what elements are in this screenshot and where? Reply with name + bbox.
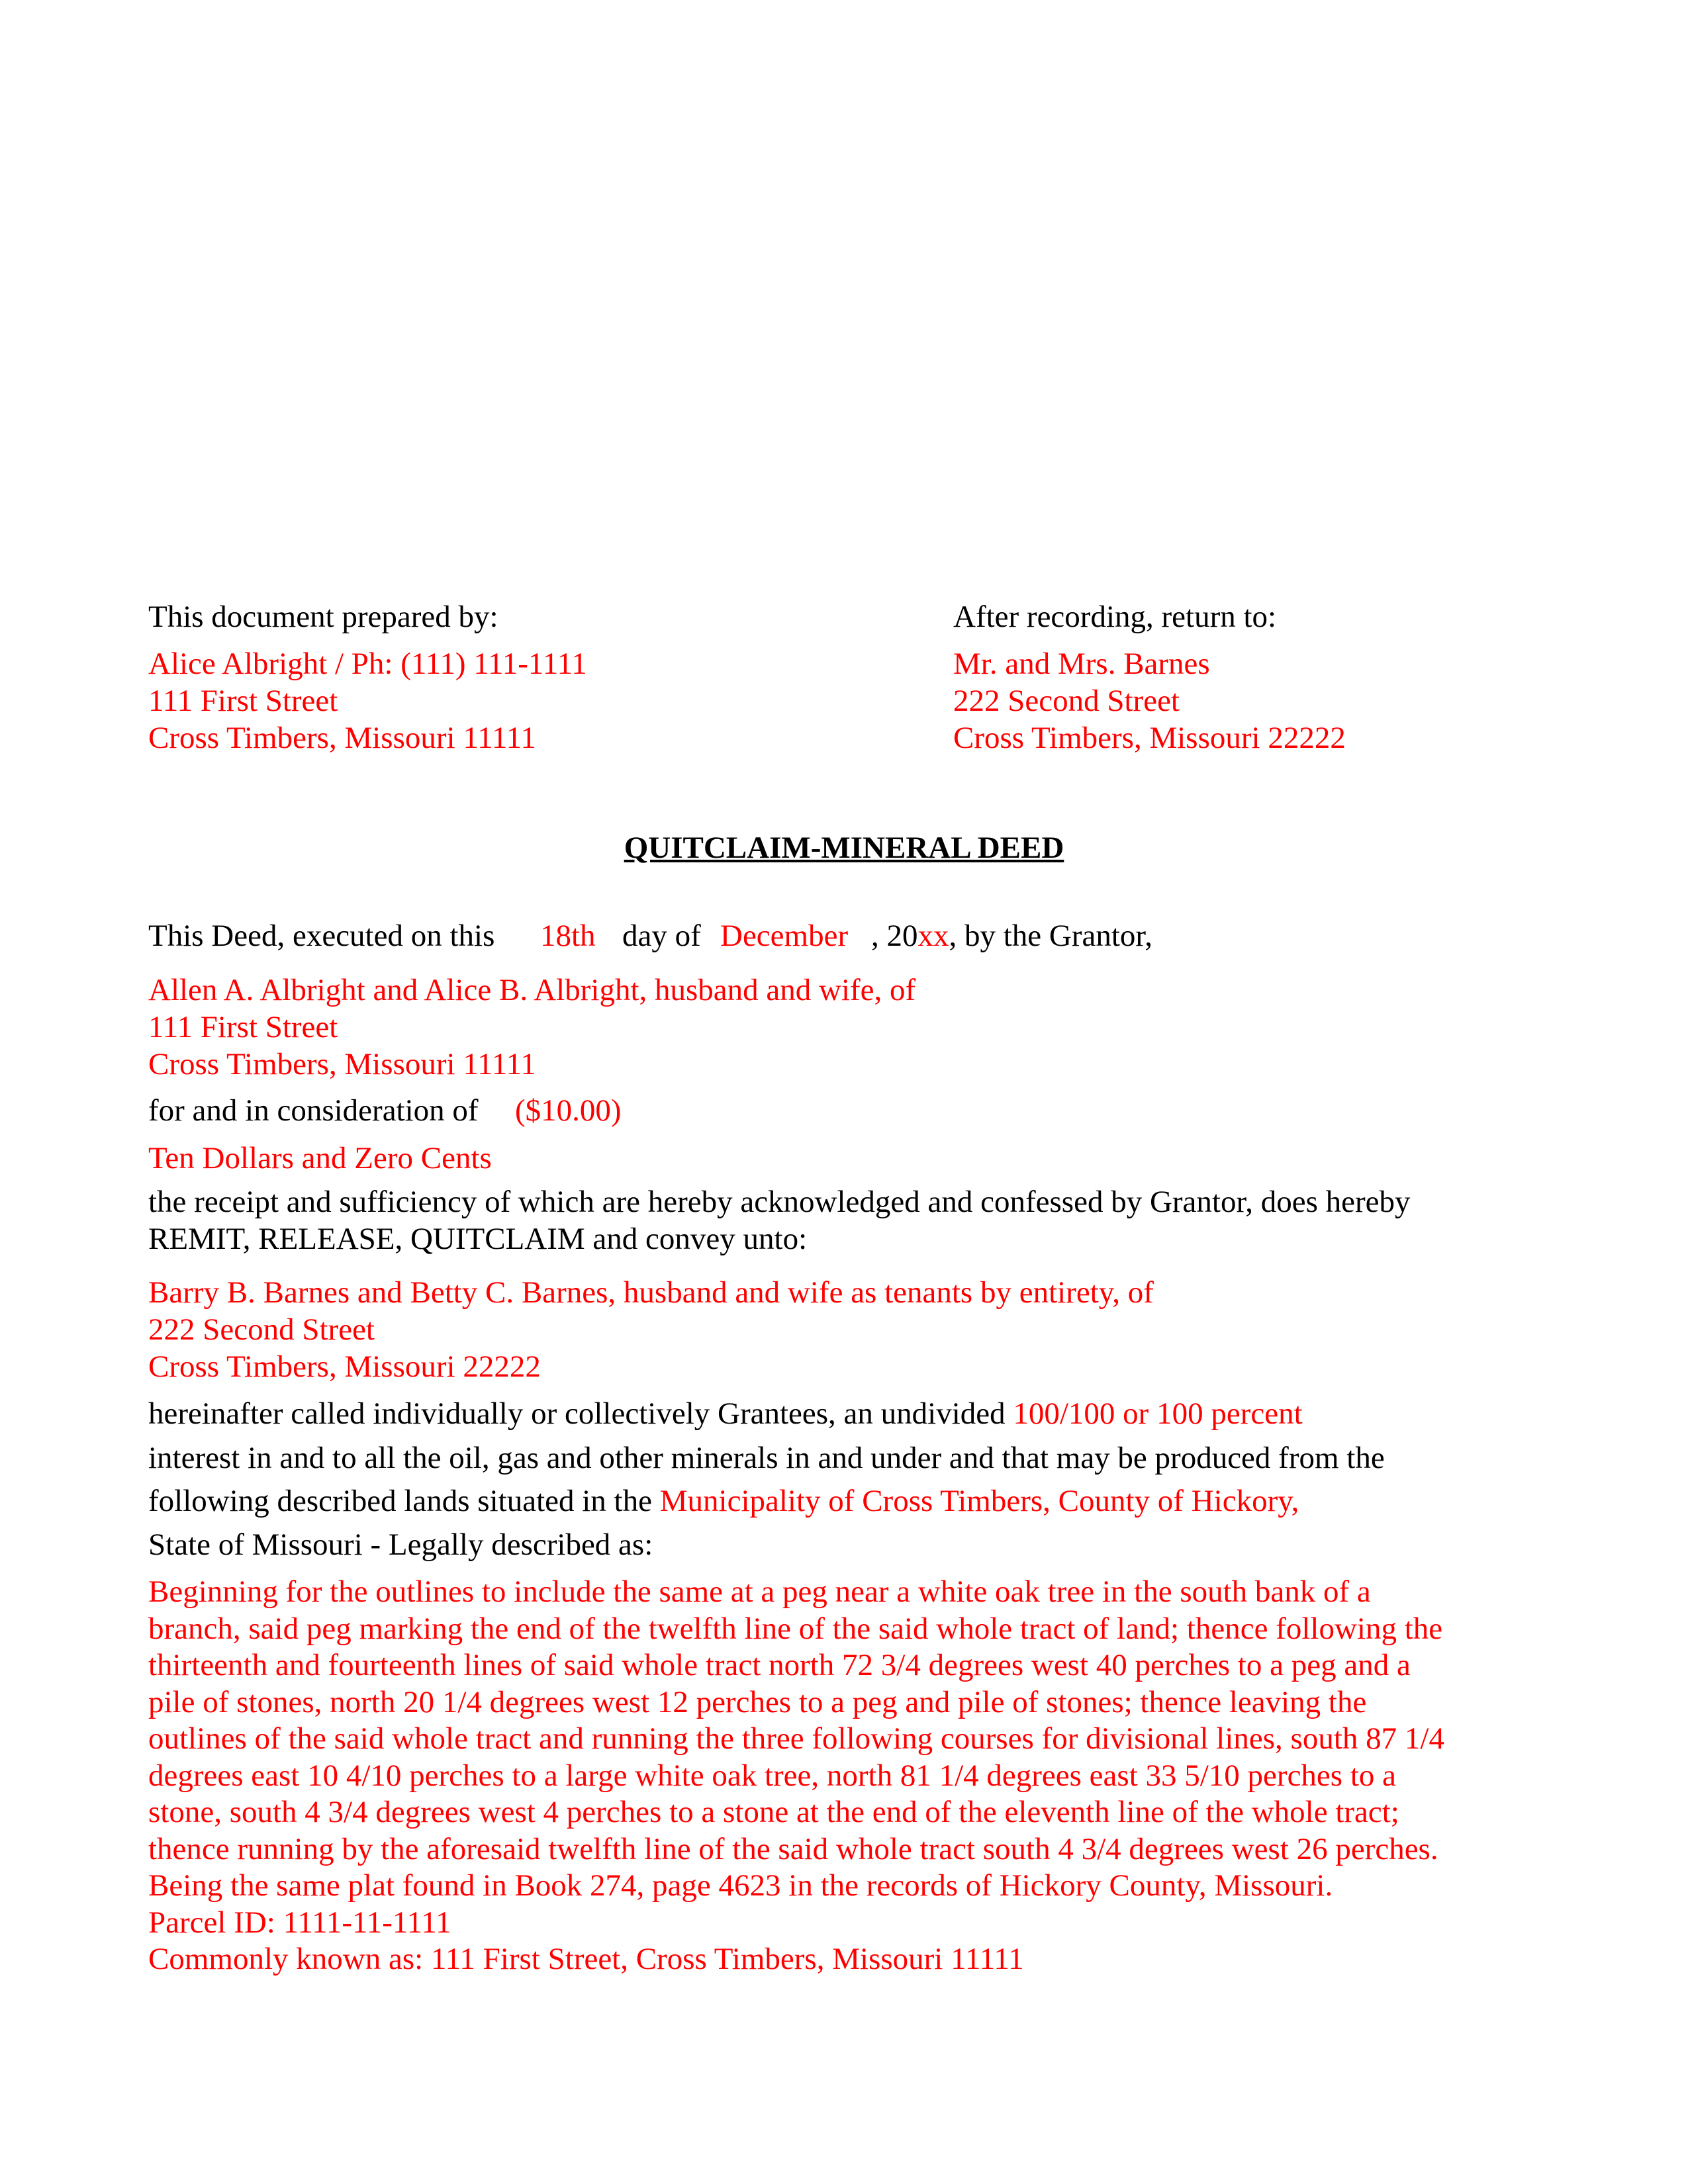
- grantee-line: Barry B. Barnes and Betty C. Barnes, husband and wife as tenants by entirety, of: [148, 1275, 1154, 1310]
- legal-line: stone, south 4 3/4 degrees west 4 perches to a stone at the end of the eleventh line of the whole tract;: [148, 1795, 1399, 1829]
- execution-month: December: [720, 919, 849, 953]
- commonly-known-as: Commonly known as: 111 First Street, Cross Timbers, Missouri 11111: [148, 1942, 1024, 1976]
- parcel-id: Parcel ID: 1111-11-1111: [148, 1905, 451, 1940]
- interest-line3-prefix: following described lands situated in the: [148, 1484, 652, 1518]
- legal-line: degrees east 10 4/10 perches to a large white oak tree, north 81 1/4 degrees east 33 5/10 perches to a: [148, 1758, 1397, 1793]
- return-to-block: [953, 645, 1346, 756]
- grantee-block: [148, 1274, 1154, 1385]
- grantor-block: [148, 972, 915, 1083]
- legal-line: thirteenth and fourteenth lines of said whole tract north 72 3/4 degrees west 40 perches to a peg and a: [148, 1648, 1411, 1682]
- return-to-line: 222 Second Street: [953, 684, 1180, 718]
- interest-line1-prefix: hereinafter called individually or collectively Grantees, an undivided: [148, 1396, 1006, 1431]
- return-to-line: Cross Timbers, Missouri 22222: [953, 721, 1346, 755]
- legal-line: Beginning for the outlines to include the same at a peg near a white oak tree in the south bank of a: [148, 1574, 1371, 1609]
- execution-prefix: This Deed, executed on this: [148, 919, 495, 953]
- receipt-block: [148, 1183, 1411, 1257]
- prepared-by-line: 111 First Street: [148, 684, 338, 718]
- grantor-line: Allen A. Albright and Alice B. Albright, husband and wife, of: [148, 973, 916, 1007]
- consideration-amount: ($10.00): [515, 1093, 622, 1128]
- consideration-amount-words: Ten Dollars and Zero Cents: [148, 1141, 492, 1175]
- interest-percent: 100/100 or 100 percent: [1013, 1396, 1303, 1431]
- execution-day-of: day of: [622, 919, 701, 953]
- legal-line: branch, said peg marking the end of the twelfth line of the said whole tract of land; thence following the: [148, 1611, 1443, 1646]
- execution-year-prefix: , 20: [871, 919, 918, 953]
- grantee-line: 222 Second Street: [148, 1312, 375, 1347]
- return-to-label: After recording, return to:: [953, 600, 1277, 634]
- grantee-line: Cross Timbers, Missouri 22222: [148, 1349, 541, 1384]
- prepared-by-label: This document prepared by:: [148, 600, 498, 634]
- prepared-by-block: [148, 645, 587, 756]
- legal-description: [148, 1574, 1538, 1978]
- legal-line: pile of stones, north 20 1/4 degrees west 12 perches to a peg and pile of stones; thence leaving the: [148, 1684, 1367, 1719]
- interest-location: Municipality of Cross Timbers, County of Hickory,: [659, 1484, 1299, 1518]
- deed-title: QUITCLAIM-MINERAL DEED: [624, 831, 1064, 865]
- execution-year-suffix: xx: [917, 919, 949, 953]
- interest-line2: interest in and to all the oil, gas and other minerals in and under and that may be produced from the: [148, 1441, 1385, 1475]
- execution-by-grantor: , by the Grantor,: [949, 919, 1152, 953]
- consideration-prefix: for and in consideration of: [148, 1093, 479, 1128]
- return-to-line: Mr. and Mrs. Barnes: [953, 647, 1210, 681]
- legal-line: outlines of the said whole tract and running the three following courses for divisional lines, south 87 1/4: [148, 1721, 1444, 1756]
- legal-line: thence running by the aforesaid twelfth line of the said whole tract south 4 3/4 degrees west 26 perches.: [148, 1831, 1438, 1866]
- prepared-by-line: Alice Albright / Ph: (111) 111-1111: [148, 647, 587, 681]
- prepared-by-line: Cross Timbers, Missouri 11111: [148, 721, 536, 755]
- grantor-line: 111 First Street: [148, 1010, 338, 1044]
- receipt-line: REMIT, RELEASE, QUITCLAIM and convey unto:: [148, 1222, 808, 1256]
- execution-year: [871, 917, 1152, 954]
- interest-line4: State of Missouri - Legally described as:: [148, 1527, 653, 1562]
- interest-line3: [148, 1482, 1299, 1520]
- execution-day: 18th: [540, 919, 596, 953]
- receipt-line: the receipt and sufficiency of which are hereby acknowledged and confessed by Grantor, does hereby: [148, 1185, 1411, 1219]
- legal-line: Being the same plat found in Book 274, page 4623 in the records of Hickory County, Missouri.: [148, 1868, 1333, 1903]
- grantor-line: Cross Timbers, Missouri 11111: [148, 1047, 536, 1081]
- interest-line1: [148, 1395, 1303, 1432]
